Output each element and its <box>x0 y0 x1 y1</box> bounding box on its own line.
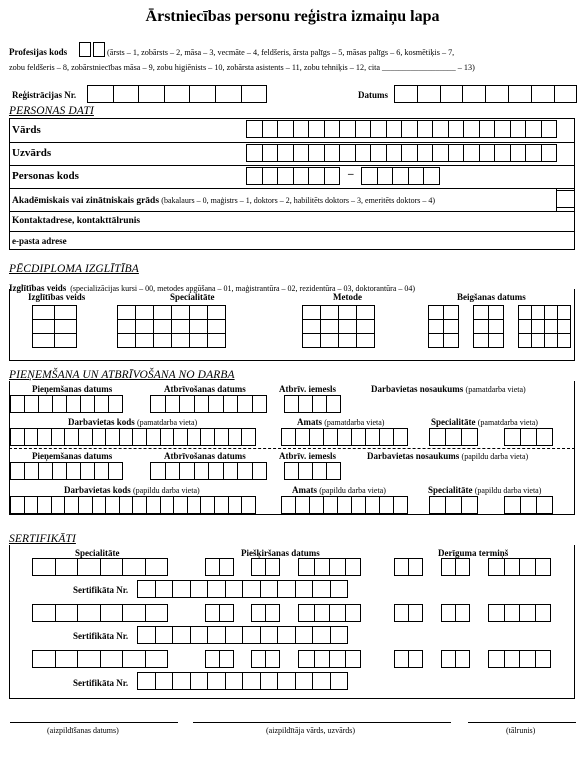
date-boxes[interactable] <box>394 85 576 103</box>
first-name-label: Vārds <box>12 124 41 136</box>
release-date-boxes-extra[interactable] <box>150 462 266 480</box>
filler-name-caption: (aizpildītāja vārds, uzvārds) <box>266 726 356 735</box>
email-label: e-pasta adrese <box>12 236 67 246</box>
education-end-year-grid[interactable] <box>518 305 571 348</box>
cert-number-label-1: Sertifikāta Nr. <box>73 585 129 595</box>
col-education-type: Izglītības veids <box>28 292 86 302</box>
profession-code-boxes[interactable] <box>79 42 104 57</box>
release-date-label-extra: Atbrīvošanas datums <box>164 451 246 461</box>
section-certificates: SERTIFIKĀTI <box>9 533 76 545</box>
hire-date-label-main: Pieņemšanas datums <box>32 384 113 394</box>
education-type-label: Izglītības veids (specializācijas kursi – 00, metodes apgūšana – 01, maģistrantūra – 02, rezidentūra – 03, doktorantūra – 04) <box>9 283 416 293</box>
cert-issue-year-2[interactable] <box>298 604 360 622</box>
cert-issue-year-3[interactable] <box>298 650 360 668</box>
workplace-code-label-main: Darbavietas kods (pamatdarba vieta) <box>68 417 198 427</box>
person-code-dash: – <box>348 168 354 180</box>
cert-issue-day-3[interactable] <box>205 650 233 668</box>
reg-nr-label: Reģistrācijas Nr. <box>12 90 77 100</box>
position-boxes-extra[interactable] <box>281 496 407 514</box>
cert-valid-year-1[interactable] <box>488 558 550 576</box>
degree-label: Akadēmiskais vai zinātniskais grāds (bakalaurs – 0, maģistrs – 1, doktors – 2, habilitēts doktors – 3, emeritēts doktors – 4) <box>12 196 436 206</box>
release-reason-boxes-extra[interactable] <box>284 462 340 480</box>
cert-number-label-3: Sertifikāta Nr. <box>73 678 129 688</box>
contact-label: Kontaktadrese, kontakttālrunis <box>12 216 141 226</box>
col-method: Metode <box>333 292 362 302</box>
date-label: Datums <box>358 90 389 100</box>
degree-note: (bakalaurs – 0, maģistrs – 1, doktors – 2, habilitēts doktors – 3, emeritēts doktors – 4) <box>161 196 436 205</box>
cert-issue-date-label: Piešķiršanas datums <box>241 548 320 558</box>
cert-issue-day-2[interactable] <box>205 604 233 622</box>
education-type-grid[interactable] <box>32 305 77 348</box>
cert-issue-year-1[interactable] <box>298 558 360 576</box>
fill-date-caption: (aizpildīšanas datums) <box>47 726 119 735</box>
specialty-label-extra: Specialitāte (papildu darba vieta) <box>428 485 542 495</box>
workplace-name-label-main: Darbavietas nosaukums (pamatdarba vieta) <box>371 384 526 394</box>
cert-specialty-boxes-2[interactable] <box>32 604 167 622</box>
cert-specialty-label: Specialitāte <box>75 548 120 558</box>
form-title: Ārstniecības personu reģistra izmaiņu lapa <box>145 8 440 25</box>
hire-date-boxes-extra[interactable] <box>10 462 122 480</box>
cert-number-boxes-1[interactable] <box>137 580 347 598</box>
reg-nr-boxes[interactable] <box>87 85 266 103</box>
phone-caption: (tālrunis) <box>506 726 536 735</box>
cert-issue-month-1[interactable] <box>251 558 279 576</box>
specialty-boxes-main-2[interactable] <box>504 428 552 446</box>
cert-valid-until-label: Derīguma termiņš <box>438 548 509 558</box>
profession-code-label: Profesijas kods <box>9 47 68 57</box>
profession-codes-line2: zobu feldšeris – 8, zobārstniecības māsa – 9, zobu higiēnists – 10, zobārsta asistents – 11, zobu tehniķis – 12, cita __________________ – 13) <box>9 63 475 72</box>
release-date-boxes-main[interactable] <box>150 395 266 413</box>
cert-valid-year-2[interactable] <box>488 604 550 622</box>
education-specialty-grid[interactable] <box>117 305 226 348</box>
profession-codes-line1: (ārsts – 1, zobārsts – 2, māsa – 3, vecmāte – 4, feldšeris, ārsta palīgs – 5, māsas palīgs – 6, kosmētiķis – 7, <box>107 48 455 57</box>
last-name-boxes[interactable] <box>246 144 556 162</box>
filler-name-line[interactable] <box>193 722 451 723</box>
specialty-boxes-extra-1[interactable] <box>429 496 477 514</box>
workplace-code-boxes-main[interactable] <box>10 428 255 446</box>
col-end-date: Beigšanas datums <box>457 292 526 302</box>
person-code-boxes-1[interactable] <box>246 167 339 185</box>
section-personal-data: PERSONAS DATI <box>9 105 94 117</box>
fill-date-line[interactable] <box>10 722 178 723</box>
position-label-main: Amats (pamatdarba vieta) <box>297 417 385 427</box>
cert-specialty-boxes-1[interactable] <box>32 558 167 576</box>
cert-number-boxes-2[interactable] <box>137 626 347 644</box>
education-type-note: (specializācijas kursi – 00, metodes apgūšana – 01, maģistrantūra – 02, rezidentūra – 03, doktorantūra – 04) <box>70 284 416 293</box>
position-boxes-main[interactable] <box>281 428 407 446</box>
phone-line[interactable] <box>468 722 576 723</box>
cert-valid-day-3[interactable] <box>394 650 422 668</box>
cert-issue-month-3[interactable] <box>251 650 279 668</box>
person-code-label: Personas kods <box>12 170 79 182</box>
cert-valid-month-1[interactable] <box>441 558 469 576</box>
last-name-label: Uzvārds <box>12 147 52 159</box>
workplace-code-boxes-extra[interactable] <box>10 496 255 514</box>
specialty-boxes-main-1[interactable] <box>429 428 477 446</box>
specialty-boxes-extra-2[interactable] <box>504 496 552 514</box>
cert-valid-month-3[interactable] <box>441 650 469 668</box>
release-date-label-main: Atbrīvošanas datums <box>164 384 246 394</box>
position-label-extra: Amats (papildu darba vieta) <box>292 485 386 495</box>
section-education: PĒCDIPLOMA IZGLĪTĪBA <box>9 263 139 275</box>
cert-number-label-2: Sertifikāta Nr. <box>73 631 129 641</box>
cert-issue-day-1[interactable] <box>205 558 233 576</box>
degree-box[interactable] <box>556 190 574 208</box>
cert-valid-month-2[interactable] <box>441 604 469 622</box>
hire-date-boxes-main[interactable] <box>10 395 122 413</box>
person-code-boxes-2[interactable] <box>361 167 439 185</box>
hire-date-label-extra: Pieņemšanas datums <box>32 451 113 461</box>
section-employment: PIEŅEMŠANA UN ATBRĪVOŠANA NO DARBA <box>9 369 235 381</box>
cert-valid-year-3[interactable] <box>488 650 550 668</box>
cert-valid-day-1[interactable] <box>394 558 422 576</box>
release-reason-boxes-main[interactable] <box>284 395 340 413</box>
col-specialty: Specialitāte <box>170 292 215 302</box>
education-end-month-grid[interactable] <box>473 305 504 348</box>
cert-specialty-boxes-3[interactable] <box>32 650 167 668</box>
release-reason-label-extra: Atbrīv. iemesls <box>279 451 336 461</box>
education-end-day-grid[interactable] <box>428 305 459 348</box>
cert-number-boxes-3[interactable] <box>137 672 347 690</box>
education-method-grid[interactable] <box>302 305 375 348</box>
cert-issue-month-2[interactable] <box>251 604 279 622</box>
specialty-label-main: Specialitāte (pamatdarba vieta) <box>431 417 538 427</box>
workplace-name-label-extra: Darbavietas nosaukums (papildu darba vieta) <box>367 451 529 461</box>
release-reason-label-main: Atbrīv. iemesls <box>279 384 336 394</box>
cert-valid-day-2[interactable] <box>394 604 422 622</box>
first-name-boxes[interactable] <box>246 120 556 138</box>
workplace-code-label-extra: Darbavietas kods (papildu darba vieta) <box>64 485 200 495</box>
